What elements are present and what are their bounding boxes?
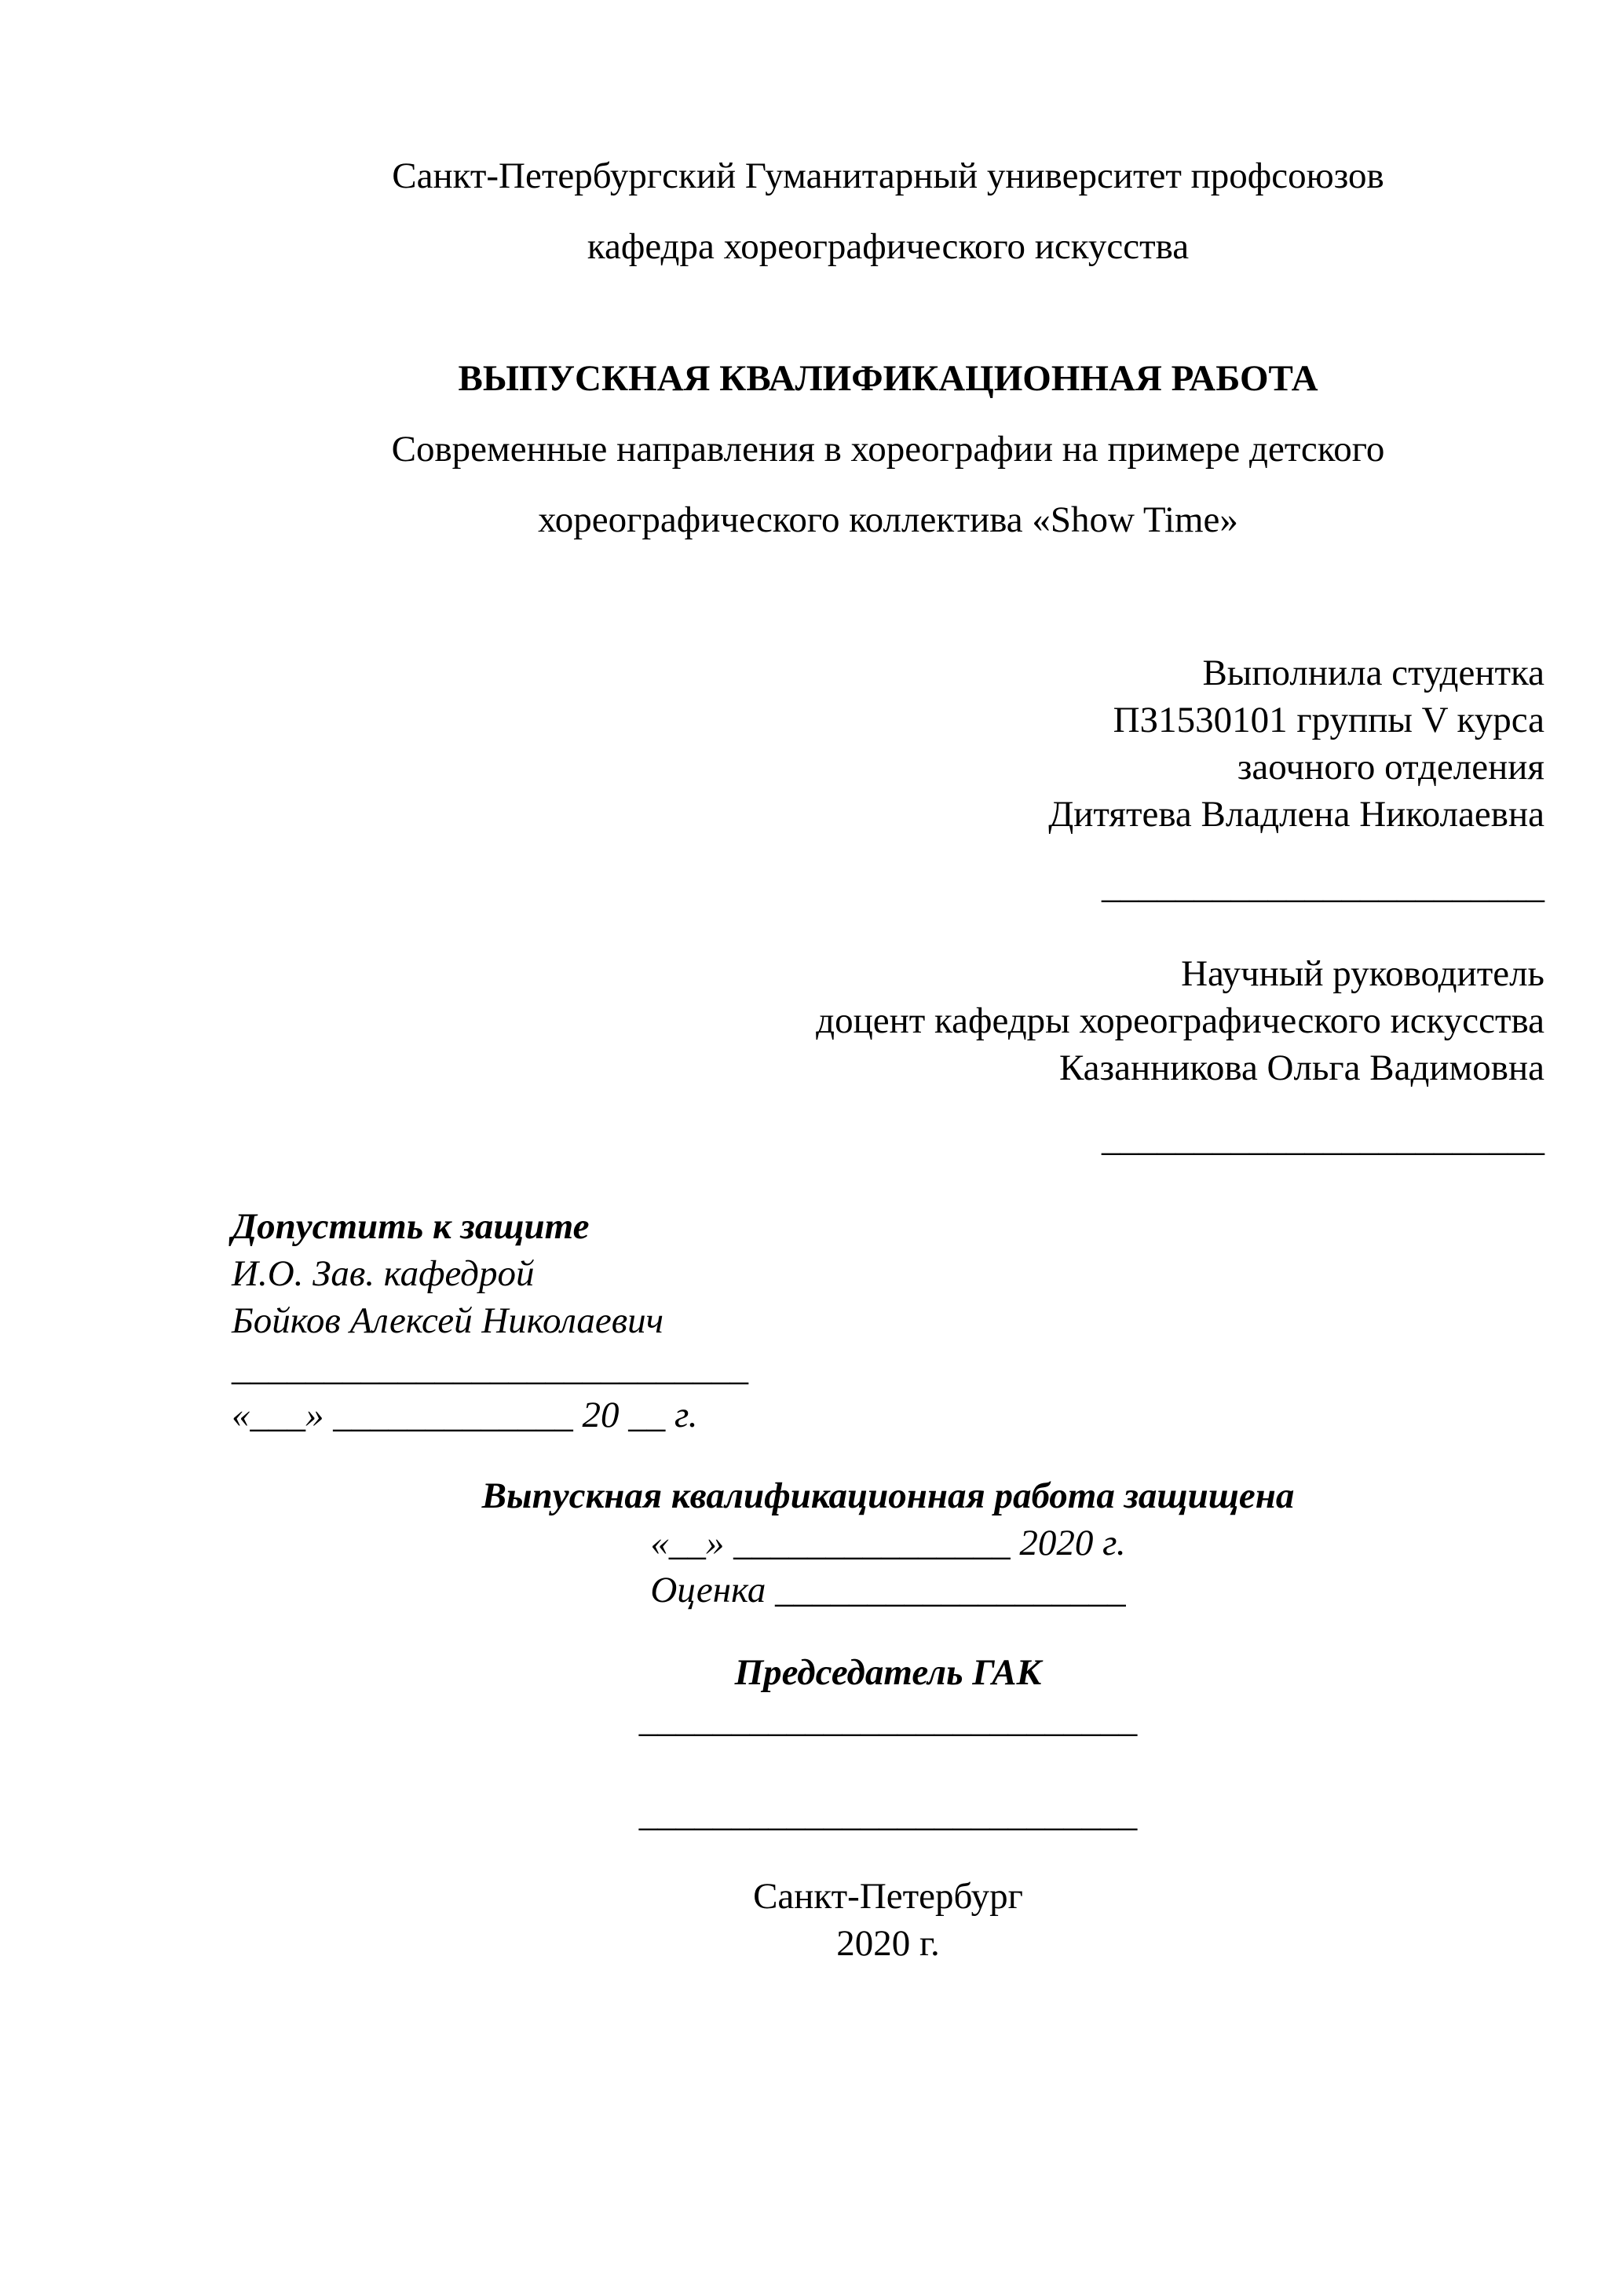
department-name: кафедра хореографического искусства xyxy=(587,226,1190,267)
student-role: Выполнила студентка xyxy=(1202,653,1544,693)
supervisor-signature-line: ________________________ xyxy=(1102,1118,1544,1159)
work-topic-line1: Современные направления в хореографии на примере детского xyxy=(391,429,1385,470)
work-topic-line2: хореографического коллектива «Show Time» xyxy=(538,499,1238,540)
student-signature-line: ________________________ xyxy=(1102,865,1544,906)
defense-block xyxy=(232,1472,1544,1614)
admission-name: Бойков Алексей Николаевич xyxy=(232,1300,664,1341)
university-name: Санкт-Петербургский Гуманитарный университет профсоюзов xyxy=(392,155,1384,196)
chairman-title: Председатель ГАК xyxy=(734,1652,1042,1693)
student-group: ПЗ1530101 группы V курса xyxy=(1113,700,1544,740)
defense-heading: Выпускная квалификационная работа защищена xyxy=(481,1475,1295,1516)
defense-date-line: «__» _______________ 2020 г. xyxy=(650,1523,1126,1563)
student-study-mode: заочного отделения xyxy=(1237,747,1544,788)
student-name: Дитятева Владлена Николаевна xyxy=(1048,794,1544,835)
footer-city: Санкт-Петербург xyxy=(753,1876,1023,1917)
chairman-signature-block-1 xyxy=(232,1696,1544,1743)
university-header xyxy=(232,141,1544,282)
supervisor-role: Научный руководитель xyxy=(1181,953,1544,994)
chairman-signature-line-2: ___________________________ xyxy=(638,1793,1138,1834)
supervisor-signature-block xyxy=(232,1115,1544,1162)
chairman-signature-block-2 xyxy=(232,1790,1544,1837)
work-title xyxy=(232,343,1544,555)
admission-heading: Допустить к защите xyxy=(232,1206,590,1247)
footer-year: 2020 г. xyxy=(836,1923,940,1964)
chairman-block xyxy=(232,1649,1544,1696)
admission-position: И.О. Зав. кафедрой xyxy=(232,1253,535,1294)
work-type-heading: ВЫПУСКНАЯ КВАЛИФИКАЦИОННАЯ РАБОТА xyxy=(458,358,1318,399)
supervisor-name: Казанникова Ольга Вадимовна xyxy=(1058,1047,1544,1088)
supervisor-position: доцент кафедры хореографического искусства xyxy=(816,1000,1544,1041)
chairman-signature-line-1: ___________________________ xyxy=(638,1699,1138,1740)
admission-date-line: «___» _____________ 20 __ г. xyxy=(232,1395,698,1435)
supervisor-block xyxy=(232,950,1544,1091)
admission-signature-line: ____________________________ xyxy=(232,1347,748,1388)
student-block xyxy=(232,649,1544,838)
defense-grade-line: Оценка ___________________ xyxy=(650,1570,1126,1610)
student-signature-block xyxy=(232,862,1544,909)
admission-block xyxy=(232,1203,1544,1439)
page-content xyxy=(232,0,1544,1967)
footer-block xyxy=(232,1873,1544,1967)
